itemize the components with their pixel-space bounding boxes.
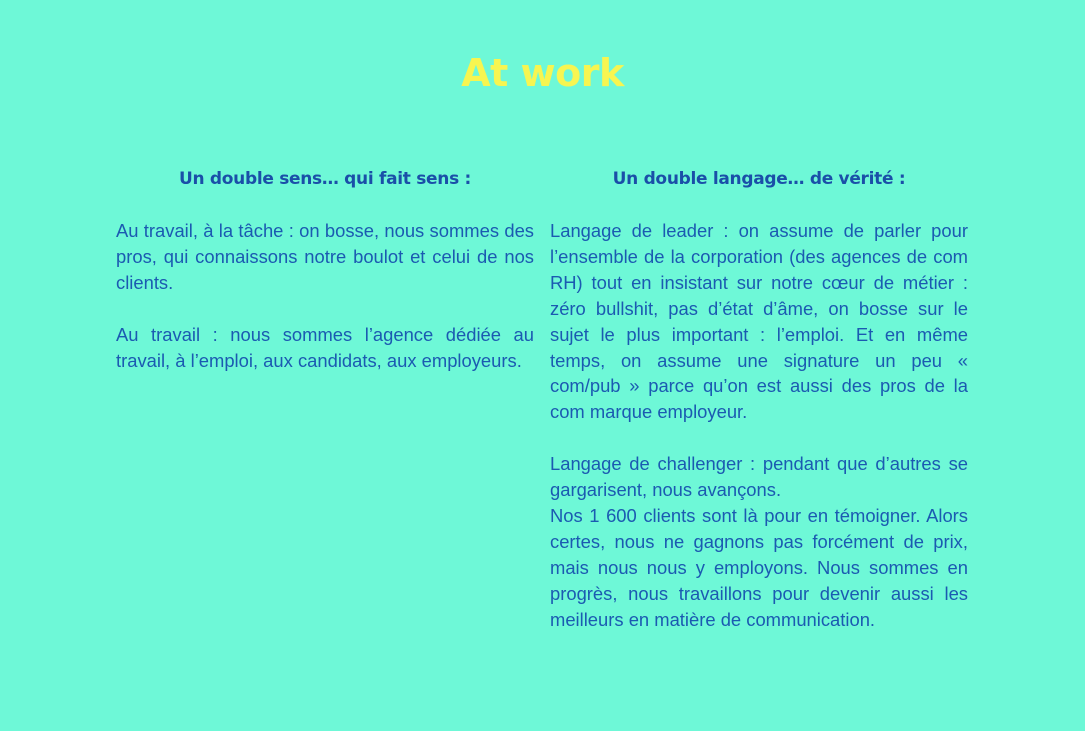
left-paragraph: Au travail, à la tâche : on bosse, nous sommes des pros, qui connaissons notre boulot et celui de nos clients. [116,220,534,293]
page-title: At work [461,51,624,95]
right-paragraph: Nos 1 600 clients sont là pour en témoigner. Alors certes, nous ne gagnons pas forcément de prix, mais nous nous y employons. Nous sommes en progrès, nous travaillons pour devenir aussi les meilleurs en matière de communication. [550,504,968,630]
left-column-heading: Un double sens… qui fait sens : [178,169,472,189]
left-paragraph: Au travail : nous sommes l’agence dédiée au travail, à l’emploi, aux candidats, aux employeurs. [116,323,534,371]
right-column-heading: Un double langage… de vérité : [612,169,906,189]
right-paragraph: Langage de challenger : pendant que d’autres se gargarisent, nous avançons. [550,453,968,501]
right-paragraph: Langage de leader : on assume de parler pour l’ensemble de la corporation (des agences de com RH) tout en insistant sur notre cœur de métier : zéro bullshit, pas d’état d’âme, on bosse sur le sujet le plus important : l’emploi. Et en même temps, on assume une signature un peu « com/pub » parce qu’on est aussi des pros de la com marque employeur. [550,220,968,423]
right-column [550,166,968,632]
left-column [116,166,534,373]
